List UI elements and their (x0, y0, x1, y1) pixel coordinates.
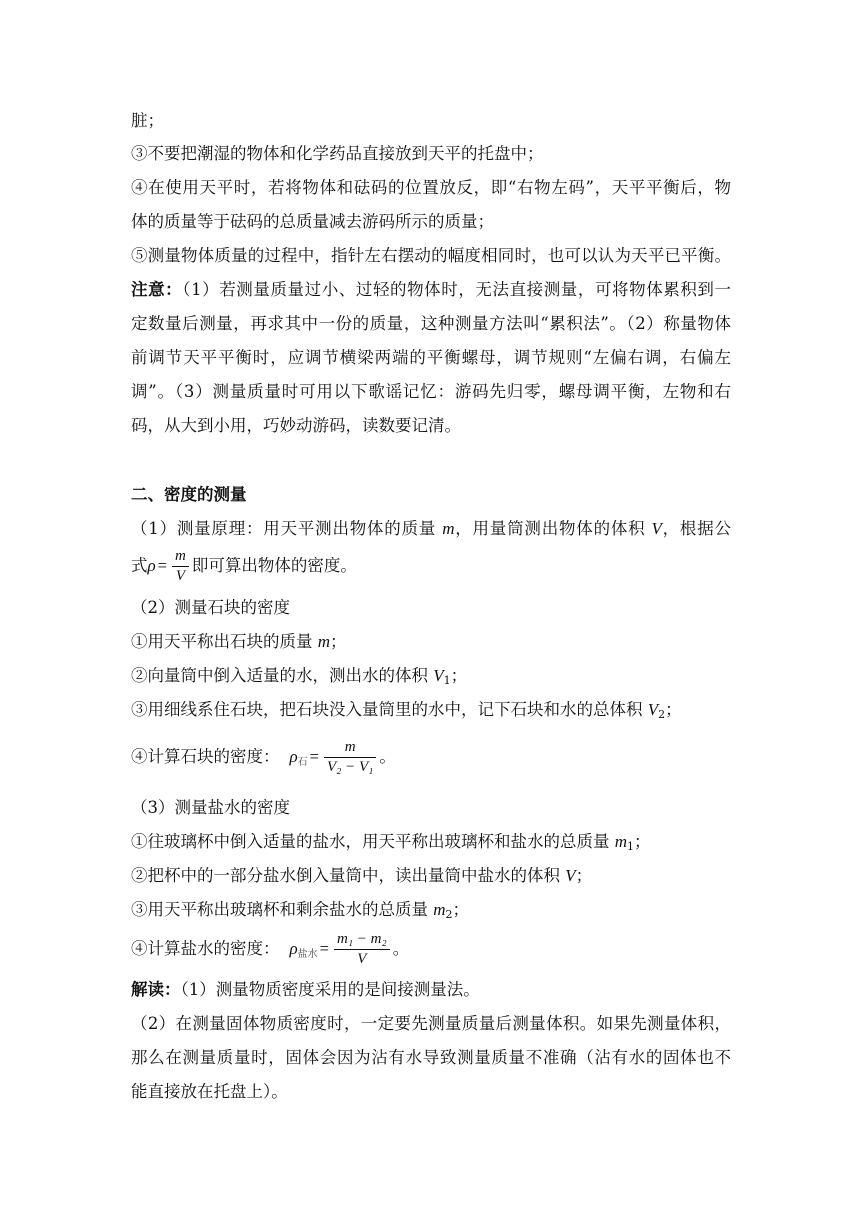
var-m: m (317, 632, 331, 651)
text-span: ④计算盐水的密度： (131, 939, 280, 958)
var-m: m (614, 832, 628, 851)
fraction-denominator: V (175, 568, 185, 584)
equals-sign: = (319, 939, 329, 958)
text-span: ； (330, 632, 347, 651)
text-span: 。 (392, 939, 410, 958)
text-line: 码，从大到小用，巧妙动游码，读数要记清。 (131, 416, 461, 435)
subsection-title: （2）测量石块的密度 (131, 598, 290, 617)
text-span: ； (665, 700, 682, 719)
var-m: m (433, 900, 446, 919)
text-line: ③不要把潮湿的物体和化学药品直接放到天平的托盘中； (131, 144, 544, 163)
var-m: m (442, 519, 455, 538)
text-line: 调”。（3）测量质量时可用以下歌谣记忆：游码先归零，螺母调平衡，左物和右 (131, 382, 731, 401)
text-line: 脏； (131, 111, 164, 130)
fraction-numerator: m (172, 548, 189, 567)
subscript: 盐水 (297, 949, 318, 960)
text-line: 定数量后测量，再求其中一份的质量，这种测量方法叫“累积法”。（2）称量物体 (131, 314, 731, 333)
text-span: （1）测量原理：用天平测出物体的质量 (131, 519, 443, 538)
text-line: 能直接放在托盘上）。 (131, 1082, 288, 1101)
subscript: 2 (445, 908, 453, 921)
step-line (131, 865, 731, 887)
text-span: ； (575, 866, 593, 885)
text-span: 式 (131, 556, 148, 575)
interpretation-line (131, 979, 731, 1001)
text-span: ； (450, 666, 468, 685)
brine-density-fraction (334, 931, 390, 968)
note-line (131, 279, 731, 301)
interpretation-label: 解读： (131, 980, 181, 999)
equals-sign: = (157, 556, 167, 575)
text-span: ②把杯中的一部分盐水倒入量筒中，读出量筒中盐水的体积 (131, 866, 566, 885)
var-V: V (433, 666, 444, 685)
note-text: （1）若测量质量过小、过轻的物体时，无法直接测量，可将物体累积到一 (182, 280, 732, 299)
rho-symbol: ρ (289, 939, 298, 958)
text-span: （1）测量物质密度采用的是间接测量法。 (180, 980, 480, 999)
density-fraction (172, 548, 189, 585)
formula-line (131, 736, 731, 784)
step-line (131, 831, 731, 853)
step-line (131, 631, 731, 653)
text-line: 前调节天平平衡时，应调节横梁两端的平衡螺母，调节规则“左偏右调，右偏左 (131, 348, 731, 367)
fraction-denominator: V₂ − V₁ (326, 759, 374, 775)
subscript: 1 (443, 674, 451, 687)
text-line: ⑤测量物体质量的过程中，指针左右摆动的幅度相同时，也可以认为天平已平衡。 (131, 246, 731, 265)
text-span: ③用天平称出玻璃杯和剩余盐水的总质量 (131, 900, 434, 919)
text-span: ①用天平称出石块的质量 (131, 632, 318, 651)
text-span: ④计算石块的密度： (131, 747, 280, 766)
var-V: V (565, 866, 576, 885)
formula-line (131, 546, 731, 586)
subscript: 石 (297, 757, 308, 768)
stone-density-fraction (324, 739, 376, 776)
fraction-denominator: V (357, 951, 367, 967)
note-label: 注意： (131, 280, 183, 299)
step-line (131, 665, 731, 687)
fraction-numerator: m (324, 739, 376, 758)
principle-line (131, 518, 731, 540)
section-heading: 二、密度的测量 (131, 485, 247, 504)
subscript: 1 (627, 840, 635, 853)
text-span: ②向量筒中倒入适量的水，测出水的体积 (131, 666, 434, 685)
text-span: 即可算出物体的密度。 (191, 556, 357, 575)
rho-symbol: ρ (289, 747, 298, 766)
step-line (131, 699, 731, 721)
text-line: （2）在测量固体物质密度时，一定要先测量质量后测量体积。如果先测量体积， (131, 1014, 731, 1033)
text-span: ③用细线系住石块，把石块没入量筒里的水中，记下石块和水的总体积 (131, 700, 648, 719)
text-line: 体的质量等于砝码的总质量减去游码所示的质量； (131, 212, 494, 231)
text-span: ，用量筒测出物体的体积 (454, 519, 652, 538)
text-span: ，根据公 (661, 519, 732, 538)
text-span: ； (634, 832, 651, 851)
var-V: V (647, 700, 659, 719)
subscript: 2 (658, 708, 666, 721)
rho-symbol: ρ (147, 556, 156, 575)
text-span: ； (452, 900, 470, 919)
text-line: 那么在测量质量时，固体会因为沾有水导致测量质量不准确（沾有水的固体也不 (131, 1048, 731, 1067)
text-span: 。 (379, 747, 396, 766)
var-V: V (651, 519, 662, 538)
subsection-title: （3）测量盐水的密度 (131, 798, 290, 817)
text-line: ④在使用天平时，若将物体和砝码的位置放反，即“右物左码”，天平平衡后，物 (131, 178, 731, 197)
text-span: ①往玻璃杯中倒入适量的盐水，用天平称出玻璃杯和盐水的总质量 (131, 832, 615, 851)
fraction-numerator: m₁ − m₂ (334, 931, 390, 950)
equals-sign: = (309, 747, 319, 766)
step-line (131, 899, 731, 921)
formula-line (131, 928, 731, 976)
